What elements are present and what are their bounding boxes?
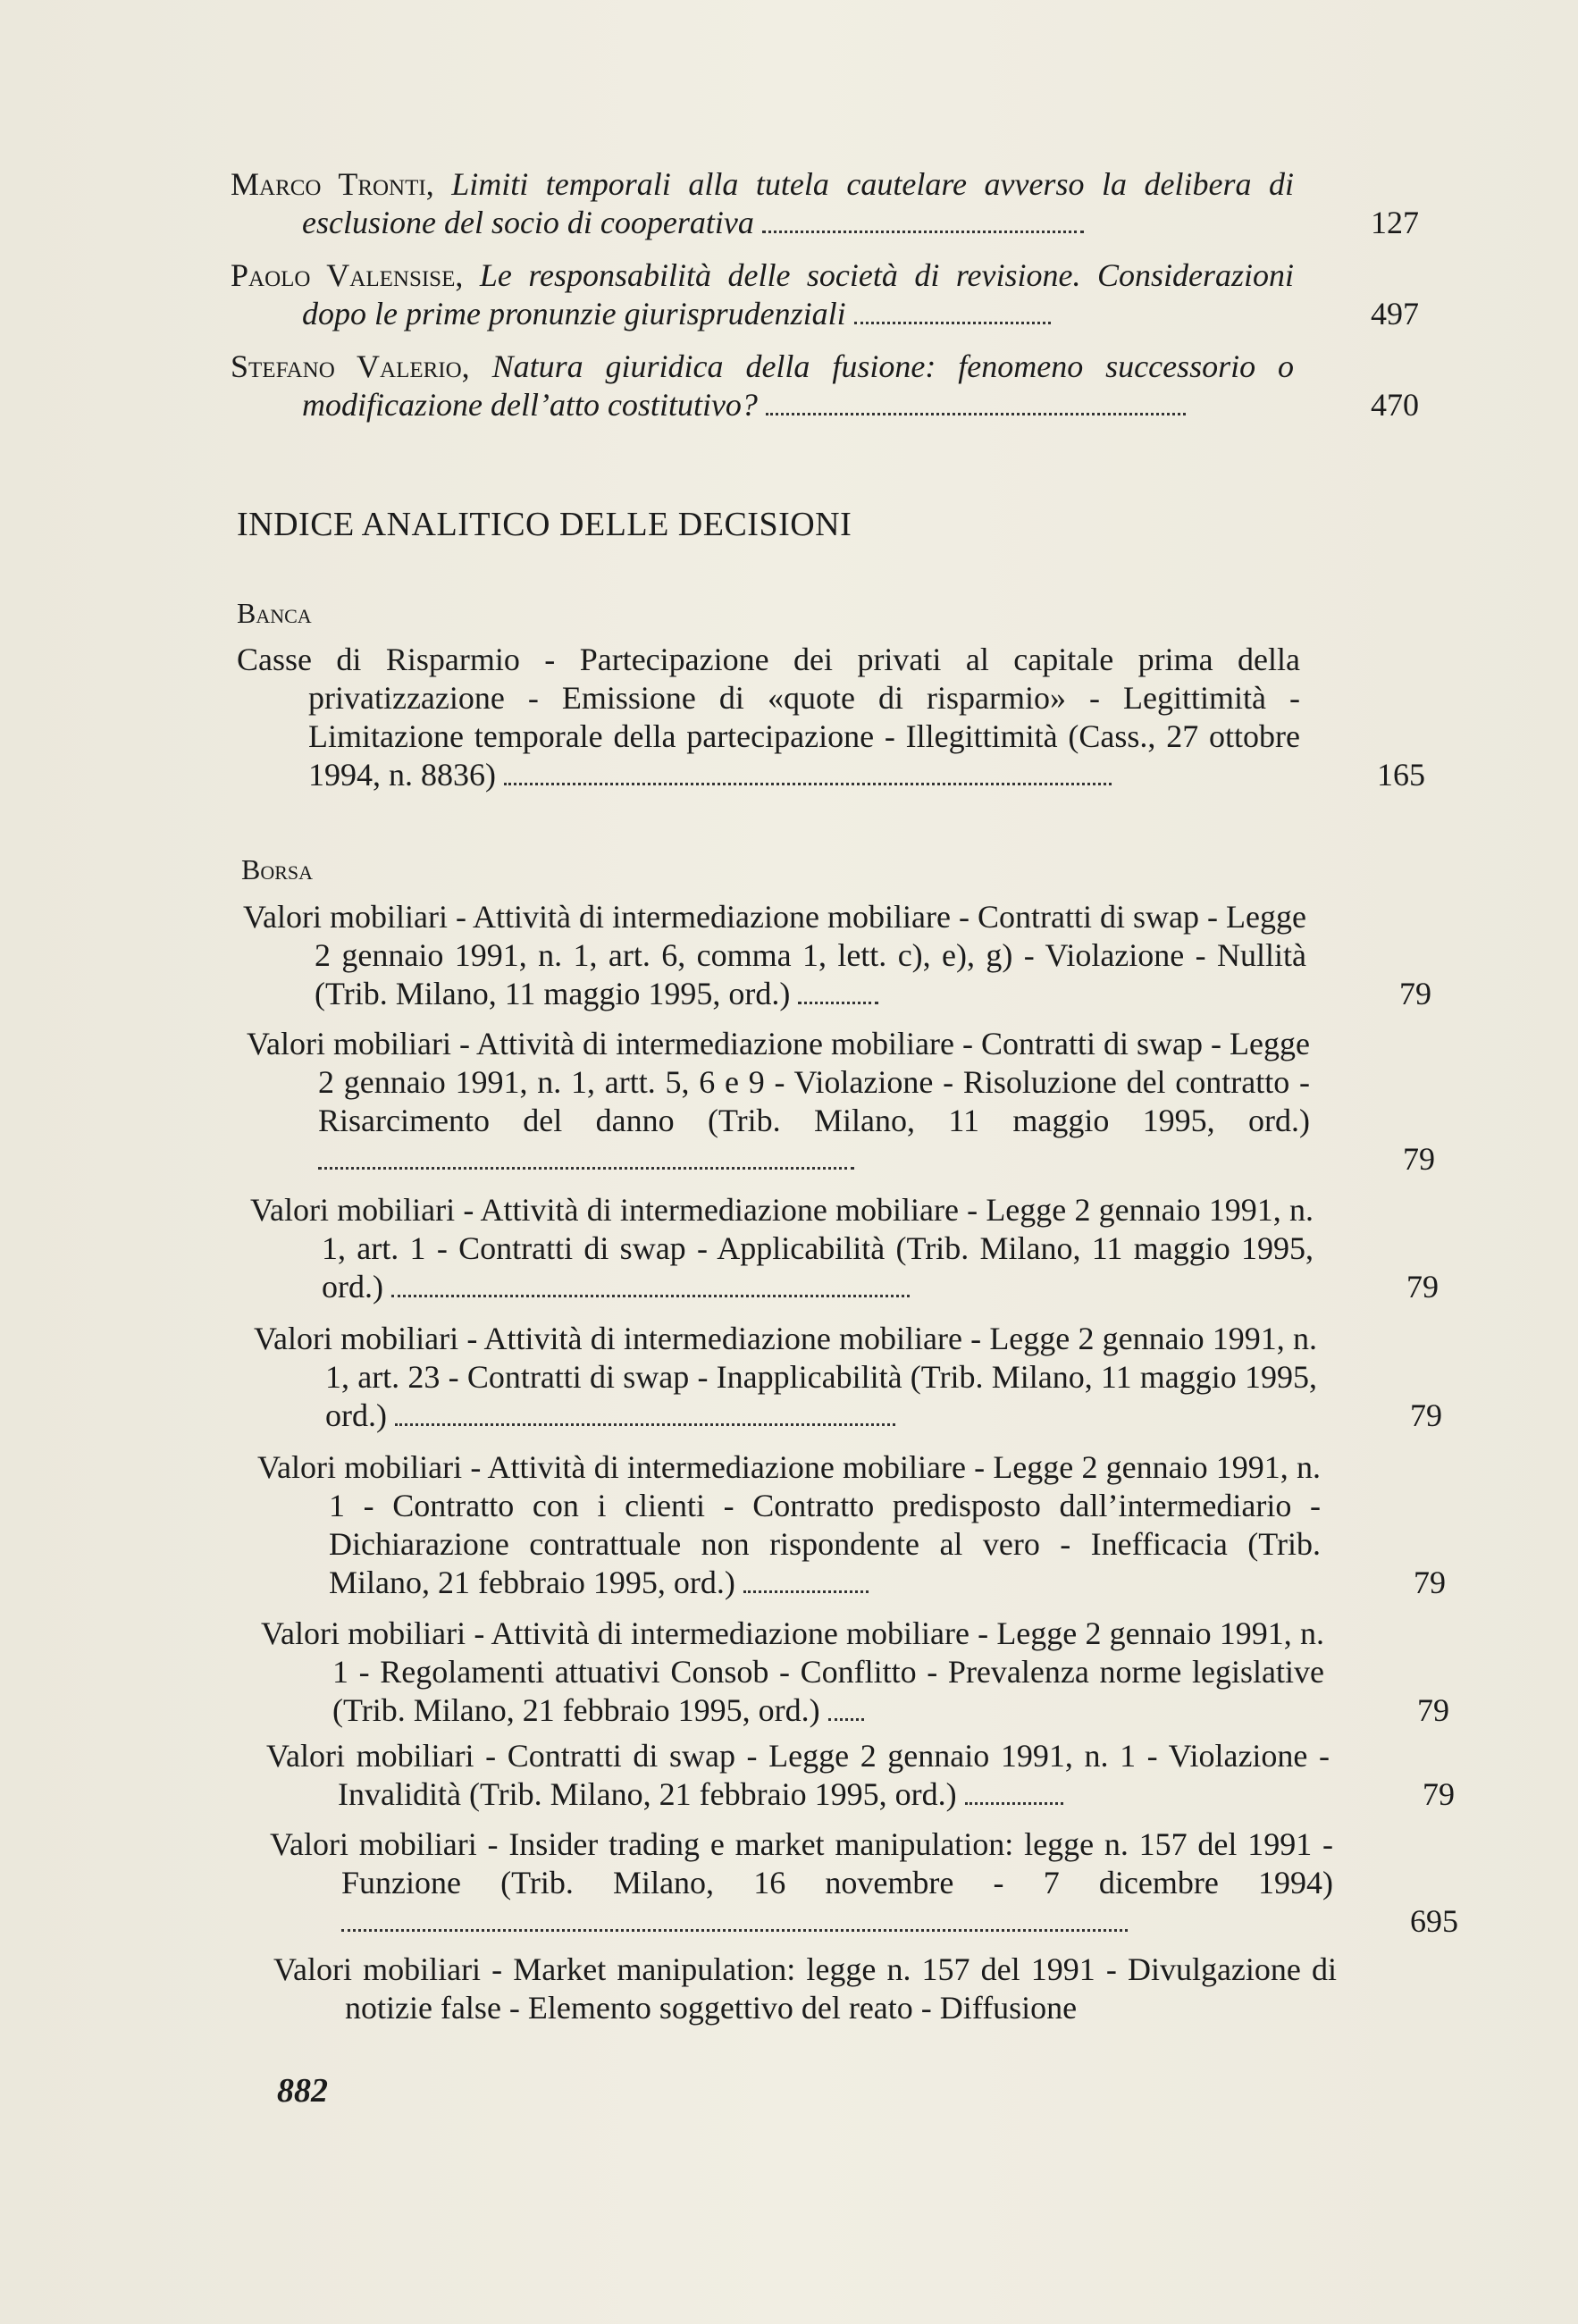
page-number: 79 (1403, 1141, 1435, 1177)
index-entry (250, 1191, 1439, 1306)
subsection-heading-borsa: Borsa (241, 853, 314, 885)
leader-dots (828, 1711, 864, 1721)
entry-text: Valori mobiliari - Attività di intermediazione mobiliare - Legge 2 gennaio 1991, n. 1, art. 1 - Contratti di swap - Applicabilità (Trib. Milano, 11 maggio 1995, ord.) (250, 1192, 1314, 1305)
section-title: INDICE ANALITICO DELLE DECISIONI (237, 506, 852, 543)
index-entry (273, 1951, 1337, 2027)
leader-dots (504, 776, 1112, 785)
leader-dots (743, 1583, 869, 1593)
index-entry (254, 1320, 1442, 1435)
article-title: Natura giuridica della fusione: fenomeno successorio o modificazione dell’atto costitutivo? (302, 348, 1294, 423)
page-number: 79 (1406, 1269, 1439, 1305)
leader-dots (391, 1288, 910, 1297)
page-number: 79 (1410, 1397, 1442, 1433)
entry-text: Valori mobiliari - Insider trading e market manipulation: legge n. 157 del 1991 - Funzione (Trib. Milano, 16 novembre - 7 dicembre 1994) (270, 1825, 1333, 1941)
leader-dots (965, 1795, 1063, 1805)
entry-text: Valori mobiliari - Attività di intermediazione mobiliare - Legge 2 gennaio 1991, n. 1, art. 23 - Contratti di swap - Inapplicabilità (Trib. Milano, 11 maggio 1995, ord.) (254, 1321, 1317, 1433)
entry-text: Valori mobiliari - Contratti di swap - Legge 2 gennaio 1991, n. 1 - Violazione - Invalidità (Trib. Milano, 21 febbraio 1995, ord.) (266, 1738, 1330, 1812)
page-number: 79 (1399, 976, 1431, 1011)
subsection-heading-banca: Banca (237, 597, 312, 629)
author-entry (231, 165, 1419, 242)
article-title: Limiti temporali alla tutela cautelare avverso la delibera di esclusione del socio di cooperativa (302, 166, 1295, 240)
author-name: Marco Tronti, (231, 166, 434, 202)
index-entry (243, 898, 1431, 1013)
article-title: Le responsabilità delle società di revisione. Considerazioni dopo le prime pronunzie giurisprudenziali (302, 257, 1294, 331)
index-entry (266, 1737, 1455, 1814)
entry-text: Valori mobiliari - Attività di intermediazione mobiliare - Contratti di swap - Legge 2 gennaio 1991, n. 1, artt. 5, 6 e 9 - Violazione - Risoluzione del contratto - Risarcimento del danno (Trib. Milano, 11 maggio 1995, ord.) (247, 1025, 1310, 1179)
index-entry (261, 1615, 1449, 1730)
index-entry (257, 1448, 1446, 1602)
author-entry (231, 348, 1419, 424)
page-number: 470 (1371, 387, 1419, 423)
author-entry (231, 256, 1419, 333)
page-number: 695 (1410, 1903, 1458, 1939)
leader-dots (318, 1160, 854, 1170)
entry-text: Valori mobiliari - Attività di intermediazione mobiliare - Legge 2 gennaio 1991, n. 1 - Contratto con i clienti - Contratto predisposto dall’intermediario - Dichiarazione contrattuale non rispondente al vero - Inefficacia (Trib. Milano, 21 febbraio 1995, ord.) (257, 1449, 1321, 1600)
page-number: 497 (1371, 296, 1419, 331)
entry-text: Valori mobiliari - Attività di intermediazione mobiliare - Contratti di swap - Legge 2 gennaio 1991, n. 1, art. 6, comma 1, lett. c), e), g) - Violazione - Nullità (Trib. Milano, 11 maggio 1995, ord.) (243, 899, 1306, 1011)
folio-page-number: 882 (277, 2072, 328, 2110)
page-number: 79 (1423, 1776, 1455, 1812)
author-name: Stefano Valerio, (231, 348, 470, 384)
leader-dots (762, 223, 1084, 233)
entry-text: Valori mobiliari - Market manipulation: legge n. 157 del 1991 - Divulgazione di notizie false - Elemento soggettivo del reato - Diffusione (273, 1951, 1337, 2026)
leader-dots (395, 1416, 895, 1426)
page-number: 79 (1414, 1565, 1446, 1600)
entry-text: Valori mobiliari - Attività di intermediazione mobiliare - Legge 2 gennaio 1991, n. 1 - Regolamenti attuativi Consob - Conflitto - Prevalenza norme legislative (Trib. Milano, 21 febbraio 1995, ord.) (261, 1615, 1324, 1728)
index-entry (237, 641, 1425, 794)
page-number: 79 (1417, 1692, 1449, 1728)
leader-dots (341, 1922, 1128, 1932)
leader-dots (766, 406, 1186, 415)
index-entry (270, 1825, 1458, 1941)
author-name: Paolo Valensise, (231, 257, 464, 293)
page-number: 127 (1371, 205, 1419, 240)
leader-dots (854, 315, 1051, 324)
index-entry (247, 1025, 1435, 1179)
page-number: 165 (1377, 757, 1425, 793)
entry-text: Casse di Risparmio - Partecipazione dei privati al capitale prima della privatizzazione - Emissione di «quote di risparmio» - Legittimità - Limitazione temporale della partecipazione - Illegittimità (Cass., 27 ottobre 1994, n. 8836) (237, 642, 1300, 793)
leader-dots (798, 994, 878, 1004)
